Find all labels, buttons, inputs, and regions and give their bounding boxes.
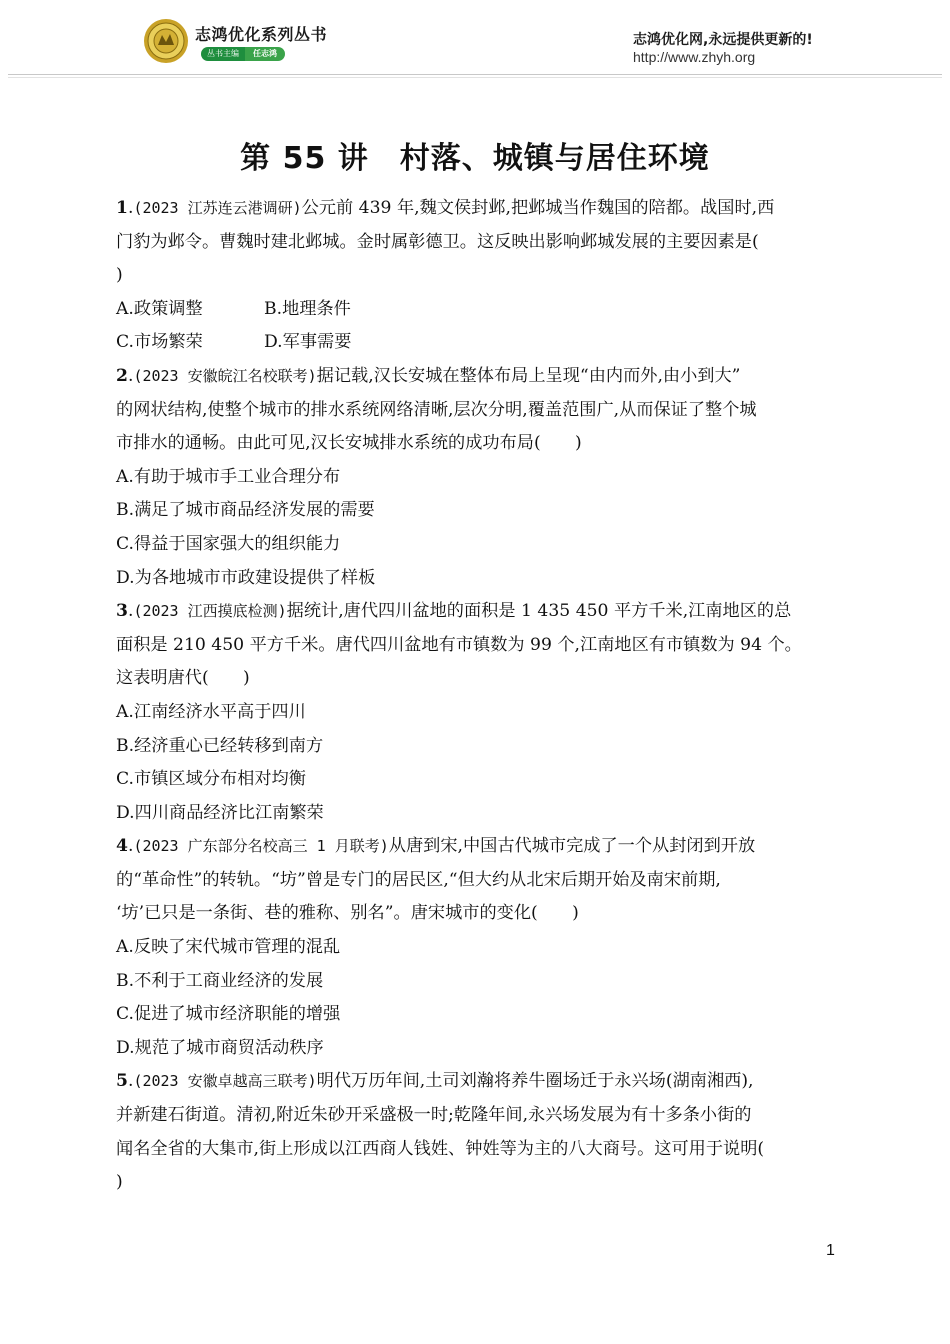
- option-a: A.江南经济水平高于四川: [116, 701, 306, 722]
- question-text: 明代万历年间,土司刘瀚将养牛圈场迁于永兴场(湖南湘西),: [316, 1071, 754, 1092]
- question-text: 从唐到宋,中国古代城市完成了一个从封闭到开放: [388, 836, 756, 857]
- question-number: 3: [116, 601, 128, 622]
- question-1: [116, 192, 834, 360]
- option-row: [116, 326, 834, 360]
- header-divider: [8, 74, 942, 75]
- option-d: D.四川商品经济比江南繁荣: [116, 802, 324, 823]
- question-text: 据统计,唐代四川盆地的面积是 1 435 450 平方千米,江南地区的总: [286, 601, 792, 622]
- option-c: C.市场繁荣: [116, 332, 203, 353]
- option-a: A.政策调整: [116, 298, 203, 319]
- question-stem-line: 门豹为邺令。曹魏时建北邺城。金时属彰德卫。这反映出影响邺城发展的主要因素是(: [116, 231, 759, 252]
- question-stem-line: 的“革命性”的转轨。“坊”曾是专门的居民区,“但大约从北宋后期开始及南宋前期,: [116, 869, 721, 890]
- option-c: C.市镇区域分布相对均衡: [116, 769, 306, 790]
- site-slogan: 志鸿优化网,永远提供更新的!: [633, 32, 813, 48]
- question-number: 4: [116, 836, 128, 857]
- site-url: http://www.zhyh.org: [633, 49, 756, 65]
- option-b: B.经济重心已经转移到南方: [116, 735, 324, 756]
- question-text: 公元前 439 年,魏文侯封邺,把邺城当作魏国的陪都。战国时,西: [301, 198, 775, 218]
- question-stem-line: 3.(2023 江西摸底检测)据统计,唐代四川盆地的面积是 1 435 450 平方千米,江南地区的总: [116, 601, 792, 622]
- question-stem-line: ‘坊’已只是一条街、巷的雅称、别名”。唐宋城市的变化( ): [116, 903, 579, 924]
- question-stem-line: 闻名全省的大集市,街上形成以江西商人钱姓、钟姓等为主的八大商号。这可用于说明(: [116, 1138, 765, 1159]
- question-number: 2: [116, 365, 128, 386]
- question-stem-line: 2.(2023 安徽皖江名校联考)据记载,汉长安城在整体布局上呈现“由内而外,由小到大”: [116, 365, 741, 386]
- question-source: (2023 江西摸底检测): [133, 602, 287, 621]
- page-title: 第 55 讲 村落、城镇与居住环境: [240, 141, 710, 176]
- option-c: C.促进了城市经济职能的增强: [116, 1004, 341, 1025]
- question-stem-line: ): [116, 265, 123, 286]
- question-3: [116, 595, 834, 830]
- option-b: B.地理条件: [264, 298, 351, 319]
- question-source: (2023 安徽卓越高三联考): [133, 1072, 317, 1091]
- question-stem-line: 的网状结构,使整个城市的排水系统网络清晰,层次分明,覆盖范围广,从而保证了整个城: [116, 399, 757, 420]
- page-number: 1: [826, 1242, 835, 1259]
- series-title: 志鸿优化系列丛书: [195, 25, 328, 44]
- header-divider-secondary: [8, 77, 942, 78]
- option-d: D.为各地城市市政建设提供了样板: [116, 567, 376, 588]
- option-d: D.规范了城市商贸活动秩序: [116, 1037, 324, 1058]
- option-c: C.得益于国家强大的组织能力: [116, 533, 341, 554]
- seal-logo-icon: [143, 18, 189, 64]
- question-stem-line: ): [116, 1172, 123, 1193]
- question-stem-line: 面积是 210 450 平方千米。唐代四川盆地有市镇数为 99 个,江南地区有市镇数为 94 个。: [116, 634, 802, 655]
- question-2: [116, 360, 834, 595]
- question-number: 1: [116, 198, 128, 218]
- option-row: [116, 293, 834, 327]
- question-5: [116, 1065, 834, 1199]
- question-list: [116, 192, 834, 1200]
- option-b: B.不利于工商业经济的发展: [116, 970, 324, 991]
- question-source: (2023 安徽皖江名校联考): [133, 366, 317, 385]
- question-stem-line: 1.(2023 江苏连云港调研)公元前 439 年,魏文侯封邺,把邺城当作魏国的陪都。战国时,西: [116, 198, 775, 218]
- question-source: (2023 江苏连云港调研): [133, 199, 302, 217]
- question-text: 据记载,汉长安城在整体布局上呈现“由内而外,由小到大”: [316, 365, 741, 386]
- question-stem-line: 4.(2023 广东部分名校高三 1 月联考)从唐到宋,中国古代城市完成了一个从封闭到开放: [116, 836, 756, 857]
- question-stem-line: 市排水的通畅。由此可见,汉长安城排水系统的成功布局( ): [116, 433, 582, 454]
- question-stem-line: 5.(2023 安徽卓越高三联考)明代万历年间,土司刘瀚将养牛圈场迁于永兴场(湖南湘西),: [116, 1071, 754, 1092]
- option-b: B.满足了城市商品经济发展的需要: [116, 500, 375, 521]
- question-stem-line: 这表明唐代( ): [116, 668, 250, 689]
- question-number: 5: [116, 1071, 128, 1092]
- editor-name: 任志鸿: [245, 47, 285, 61]
- question-4: [116, 830, 834, 1065]
- option-a: A.有助于城市手工业合理分布: [116, 466, 341, 487]
- option-a: A.反映了宋代城市管理的混乱: [116, 937, 341, 958]
- editor-badge-label: 丛书主编: [201, 47, 245, 61]
- editor-badge: [201, 47, 285, 61]
- brand-logo: [143, 18, 343, 66]
- option-d: D.军事需要: [264, 332, 352, 353]
- question-stem-line: 并新建石街道。清初,附近朱砂开采盛极一时;乾隆年间,永兴场发展为有十多条小街的: [116, 1105, 752, 1126]
- question-source: (2023 广东部分名校高三 1 月联考): [133, 837, 389, 856]
- page-header: [0, 0, 950, 90]
